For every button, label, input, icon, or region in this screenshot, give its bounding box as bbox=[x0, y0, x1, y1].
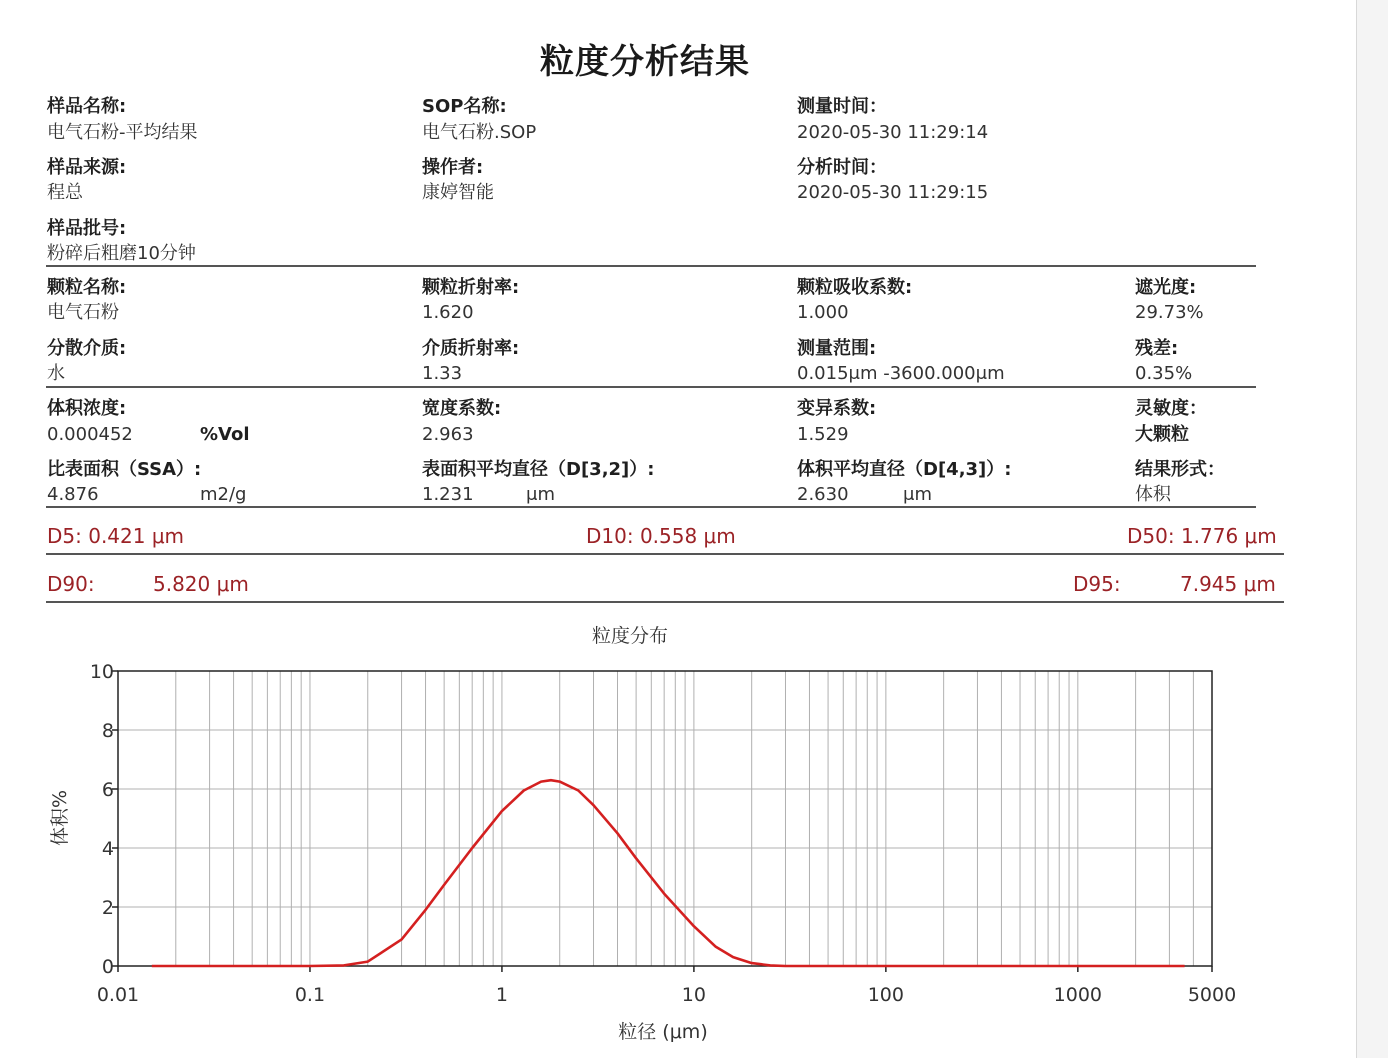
sample-batch-value: 粉碎后粗磨10分钟 bbox=[47, 243, 196, 264]
x-tick-label: 100 bbox=[867, 984, 904, 1006]
sample-batch-label: 样品批号: bbox=[47, 218, 127, 239]
sensitivity-value: 大颗粒 bbox=[1135, 424, 1189, 445]
y-tick-label: 6 bbox=[101, 779, 114, 801]
sample-name-label: 样品名称: bbox=[47, 96, 127, 117]
ssa-value: 4.876 bbox=[47, 484, 99, 505]
y-tick-label: 0 bbox=[101, 956, 114, 978]
d90-label: D90: bbox=[47, 572, 95, 596]
sample-source-label: 样品来源: bbox=[47, 157, 127, 178]
range-value: 0.015μm -3600.000μm bbox=[797, 363, 1005, 384]
obscuration-label: 遮光度: bbox=[1135, 277, 1197, 298]
d90-value: 5.820 μm bbox=[153, 572, 249, 596]
d32-unit: μm bbox=[526, 484, 555, 505]
d43-unit: μm bbox=[903, 484, 932, 505]
chart-grid bbox=[118, 671, 1212, 966]
d10-value: D10: 0.558 μm bbox=[586, 524, 736, 548]
operator-label: 操作者: bbox=[422, 157, 484, 178]
dispersant-ri-value: 1.33 bbox=[422, 363, 463, 384]
analysis-time-label: 分析时间： bbox=[797, 157, 887, 178]
x-axis-ticks bbox=[97, 966, 1236, 1006]
y-tick-label: 10 bbox=[89, 661, 114, 683]
residual-label: 残差: bbox=[1135, 338, 1179, 359]
divider bbox=[46, 265, 1256, 267]
d50-value: D50: 1.776 μm bbox=[1127, 524, 1277, 548]
span-label: 宽度系数: bbox=[422, 398, 502, 419]
operator-value: 康婷智能 bbox=[422, 182, 494, 203]
distribution-curve bbox=[152, 780, 1185, 966]
y-tick-label: 4 bbox=[101, 838, 114, 860]
y-tick-label: 2 bbox=[101, 897, 114, 919]
y-tick-label: 8 bbox=[101, 720, 114, 742]
uniformity-value: 1.529 bbox=[797, 424, 849, 445]
ssa-label: 比表面积（SSA）: bbox=[47, 459, 202, 480]
concentration-unit: %Vol bbox=[200, 424, 250, 445]
particle-name-label: 颗粒名称: bbox=[47, 277, 127, 298]
particle-name-value: 电气石粉 bbox=[47, 302, 119, 323]
concentration-value: 0.000452 bbox=[47, 424, 133, 445]
divider bbox=[46, 553, 1284, 555]
x-tick-label: 1 bbox=[495, 984, 508, 1006]
x-axis-label: 粒径 (μm) bbox=[618, 1021, 708, 1043]
particle-ri-label: 颗粒折射率: bbox=[422, 277, 520, 298]
dispersant-label: 分散介质: bbox=[47, 338, 127, 359]
divider bbox=[46, 601, 1284, 603]
d32-label: 表面积平均直径（D[3,2]）: bbox=[422, 459, 655, 480]
range-label: 测量范围: bbox=[797, 338, 877, 359]
x-tick-label: 0.01 bbox=[96, 984, 140, 1006]
d5-value: D5: 0.421 μm bbox=[47, 524, 185, 548]
sample-source-value: 程总 bbox=[47, 182, 83, 203]
particle-ri-value: 1.620 bbox=[422, 302, 474, 323]
absorption-value: 1.000 bbox=[797, 302, 849, 323]
chart-title: 粒度分布 bbox=[591, 625, 669, 647]
x-tick-label: 1000 bbox=[1053, 984, 1103, 1006]
x-tick-label: 0.1 bbox=[294, 984, 326, 1006]
measure-time-label: 测量时间： bbox=[797, 96, 887, 117]
d43-value: 2.630 bbox=[797, 484, 849, 505]
result-form-value: 体积 bbox=[1135, 484, 1171, 505]
d32-value: 1.231 bbox=[422, 484, 474, 505]
divider bbox=[46, 386, 1256, 388]
uniformity-label: 变异系数: bbox=[797, 398, 877, 419]
y-axis-ticks bbox=[90, 661, 118, 978]
x-tick-label: 5000 bbox=[1187, 984, 1237, 1006]
result-form-label: 结果形式： bbox=[1135, 459, 1225, 480]
analysis-time-value: 2020-05-30 11:29:15 bbox=[797, 182, 989, 203]
dispersant-value: 水 bbox=[47, 363, 65, 384]
dispersant-ri-label: 介质折射率: bbox=[422, 338, 520, 359]
sop-name-label: SOP名称: bbox=[422, 96, 507, 117]
x-tick-label: 10 bbox=[681, 984, 706, 1006]
y-axis-label: 体积% bbox=[49, 789, 71, 847]
d43-label: 体积平均直径（D[4,3]）: bbox=[797, 459, 1012, 480]
particle-size-distribution-chart bbox=[0, 610, 1300, 1058]
report-title: 粒度分析结果 bbox=[540, 42, 750, 82]
window-edge-panel bbox=[1356, 0, 1388, 1058]
obscuration-value: 29.73% bbox=[1135, 302, 1204, 323]
sensitivity-label: 灵敏度： bbox=[1135, 398, 1207, 419]
measure-time-value: 2020-05-30 11:29:14 bbox=[797, 122, 989, 143]
span-value: 2.963 bbox=[422, 424, 474, 445]
divider bbox=[46, 506, 1256, 508]
sample-name-value: 电气石粉-平均结果 bbox=[47, 122, 198, 143]
d95-label: D95: bbox=[1073, 572, 1121, 596]
absorption-label: 颗粒吸收系数: bbox=[797, 277, 913, 298]
sop-name-value: 电气石粉.SOP bbox=[422, 122, 537, 143]
concentration-label: 体积浓度: bbox=[47, 398, 127, 419]
residual-value: 0.35% bbox=[1135, 363, 1193, 384]
d95-value: 7.945 μm bbox=[1180, 572, 1276, 596]
ssa-unit: m2/g bbox=[200, 484, 247, 505]
